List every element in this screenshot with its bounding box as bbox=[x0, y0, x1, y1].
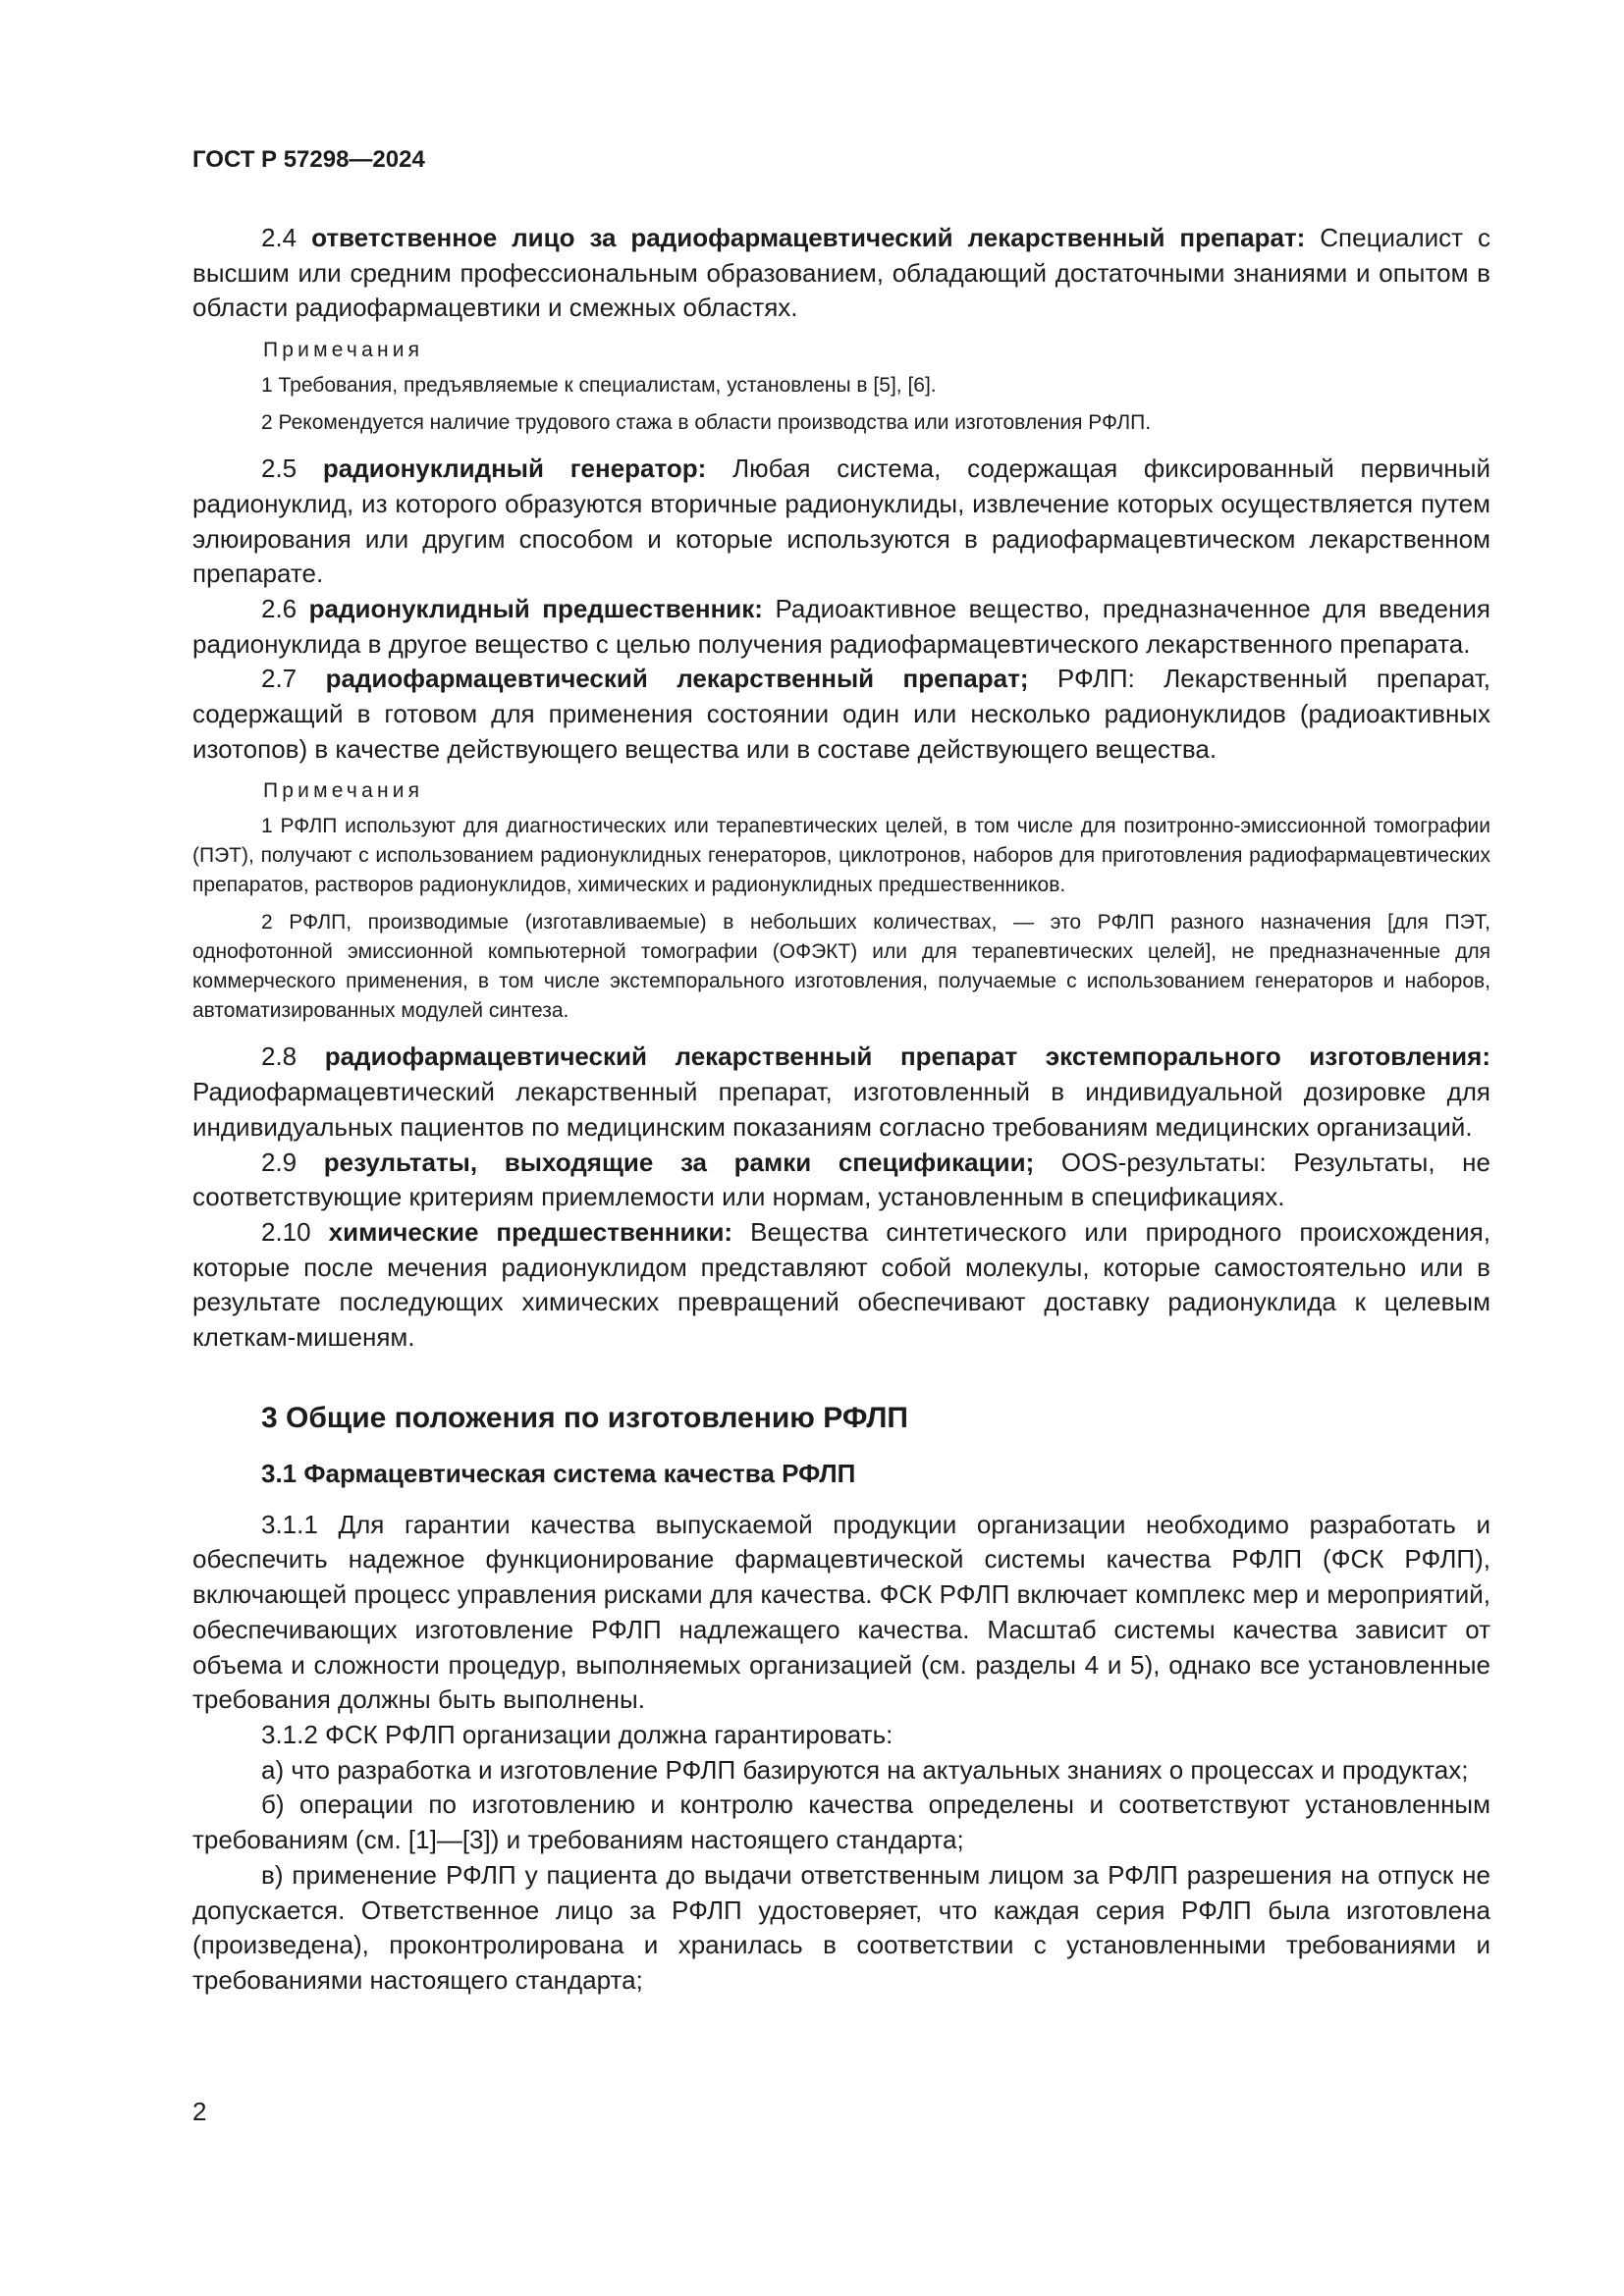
term-definition: Вещества синтетического или природного происхождения, которые после мечения радионуклидом представляют собой молекулы, которые самостоятельно или в результате последующих химических превращений обеспечивают доставку радионуклида к целевым клеткам-мишеням. bbox=[192, 1216, 1490, 1353]
term-definition: Специалист с высшим или средним профессиональным образованием, обладающий достаточными знаниями и опытом в области радиофармацевтики и смежных областях. bbox=[192, 223, 1490, 323]
term-number: 2.4 bbox=[261, 223, 298, 252]
note-item: 1 РФЛП используют для диагностических или терапевтических целей, в том числе для позитронно-эмиссионной томографии (ПЭТ), получают с использованием радионуклидных генераторов, циклотронов, наборов для приготовления радиофармацевтических препаратов, растворов радионуклидов, химических и радионуклидных предшественников. bbox=[192, 815, 1490, 897]
clause-3-1-1: 3.1.1 Для гарантии качества выпускаемой продукции организации необходимо разработать и обеспечить надежное функционирование фармацевтической системы качества РФЛП (ФСК РФЛП), включающей процесс управления рисками для качества. ФСК РФЛП включает комплекс мер и мероприятий, обеспечивающих изготовление РФЛП надлежащего качества. Масштаб системы качества зависит от объема и сложности процедур, выполняемых организацией (см. разделы 4 и 5), однако все установленные требования должны быть выполнены. bbox=[192, 1509, 1490, 1715]
clause-3-1-2: 3.1.2 ФСК РФЛП организации должна гарантировать: bbox=[261, 1719, 893, 1749]
notes-title: Примечания bbox=[263, 779, 424, 803]
term-definition: OOS-результаты: Результаты, не соответствующие критериям приемлемости или нормам, установленным в спецификациях. bbox=[192, 1147, 1490, 1212]
term-definition: Радиоактивное вещество, предназначенное для введения радионуклида в другое вещество с целью получения радиофармацевтического лекарственного препарата. bbox=[192, 593, 1490, 659]
term-2-9 bbox=[192, 1146, 1490, 1215]
term-definition: РФЛП: Лекарственный препарат, содержащий в готовом для применения состоянии один или несколько радионуклидов (радиоактивных изотопов) в качестве действующего вещества или в составе действующего вещества. bbox=[192, 664, 1490, 764]
term-number: 2.6 bbox=[261, 593, 298, 623]
list-item-b: б) операции по изготовлению и контролю качества определены и соответствуют установленным требованиям (см. [1]—[3]) и требованиям настоящего стандарта; bbox=[192, 1789, 1490, 1855]
list-item-c: в) применение РФЛП у пациента до выдачи ответственным лицом за РФЛП разрешения на отпуск не допускается. Ответственное лицо за РФЛП удостоверяет, что каждая серия РФЛП была изготовлена (произведена), проконтролирована и хранилась в соответствии с установленными требованиями и требованиями настоящего стандарта; bbox=[192, 1859, 1490, 1995]
notes-block bbox=[192, 336, 1490, 438]
notes-title: Примечания bbox=[263, 339, 424, 362]
term-title: радионуклидный генератор: bbox=[322, 454, 707, 484]
note-item: 1 Требования, предъявляемые к специалистам, установлены в [5], [6]. bbox=[261, 374, 937, 398]
note-item: 2 РФЛП, производимые (изготавливаемые) в небольших количествах, — это РФЛП разного назначения [для ПЭТ, однофотонной эмиссионной компьютерной томографии (ОФЭКТ) или для терапевтических целей], не предназначенные для коммерческого применения, в том числе экстемпорального изготовления, получаемые с использованием генераторов и наборов, автоматизированных модулей синтеза. bbox=[192, 911, 1490, 1023]
term-title: химические предшественники: bbox=[328, 1216, 733, 1247]
term-2-8 bbox=[192, 1040, 1490, 1145]
subsection-heading: 3.1 Фармацевтическая система качества РФЛП bbox=[261, 1458, 856, 1488]
list-item-a: а) что разработка и изготовление РФЛП базируются на актуальных знаниях о процессах и продуктах; bbox=[261, 1754, 1469, 1785]
term-title: радиофармацевтический лекарственный препарат экстемпорального изготовления: bbox=[324, 1041, 1490, 1072]
notes-block bbox=[192, 776, 1490, 1026]
term-2-5 bbox=[192, 452, 1490, 592]
term-number: 2.8 bbox=[261, 1041, 298, 1072]
term-definition: Любая система, содержащая фиксированный первичный радионуклид, из которого образуются вторичные радионуклиды, извлечение которых осуществляется путем элюирования или другим способом и которые используются в радиофармацевтическом лекарственном препарате. bbox=[192, 454, 1490, 589]
page-number: 2 bbox=[192, 2097, 207, 2126]
term-2-6 bbox=[192, 592, 1490, 662]
document-page bbox=[192, 145, 1490, 1999]
term-definition: Радиофармацевтический лекарственный препарат, изготовленный в индивидуальной дозировке для индивидуальных пациентов по медицинским показаниям согласно требованиям медицинских организаций. bbox=[192, 1077, 1490, 1142]
term-2-7 bbox=[192, 662, 1490, 767]
document-header: ГОСТ Р 57298—2024 bbox=[192, 146, 425, 173]
term-number: 2.10 bbox=[261, 1216, 311, 1247]
term-title: радиофармацевтический лекарственный препарат; bbox=[325, 664, 1029, 694]
term-title: ответственное лицо за радиофармацевтический лекарственный препарат: bbox=[311, 223, 1306, 252]
note-item: 2 Рекомендуется наличие трудового стажа в области производства или изготовления РФЛП. bbox=[261, 411, 1152, 435]
term-number: 2.9 bbox=[261, 1147, 298, 1177]
term-number: 2.7 bbox=[261, 664, 298, 694]
term-2-10 bbox=[192, 1215, 1490, 1356]
term-number: 2.5 bbox=[261, 454, 298, 484]
term-title: результаты, выходящие за рамки спецификации; bbox=[323, 1147, 1035, 1177]
term-title: радионуклидный предшественник: bbox=[308, 593, 763, 623]
section-heading: 3 Общие положения по изготовлению РФЛП bbox=[261, 1401, 908, 1434]
term-2-4 bbox=[192, 221, 1490, 326]
